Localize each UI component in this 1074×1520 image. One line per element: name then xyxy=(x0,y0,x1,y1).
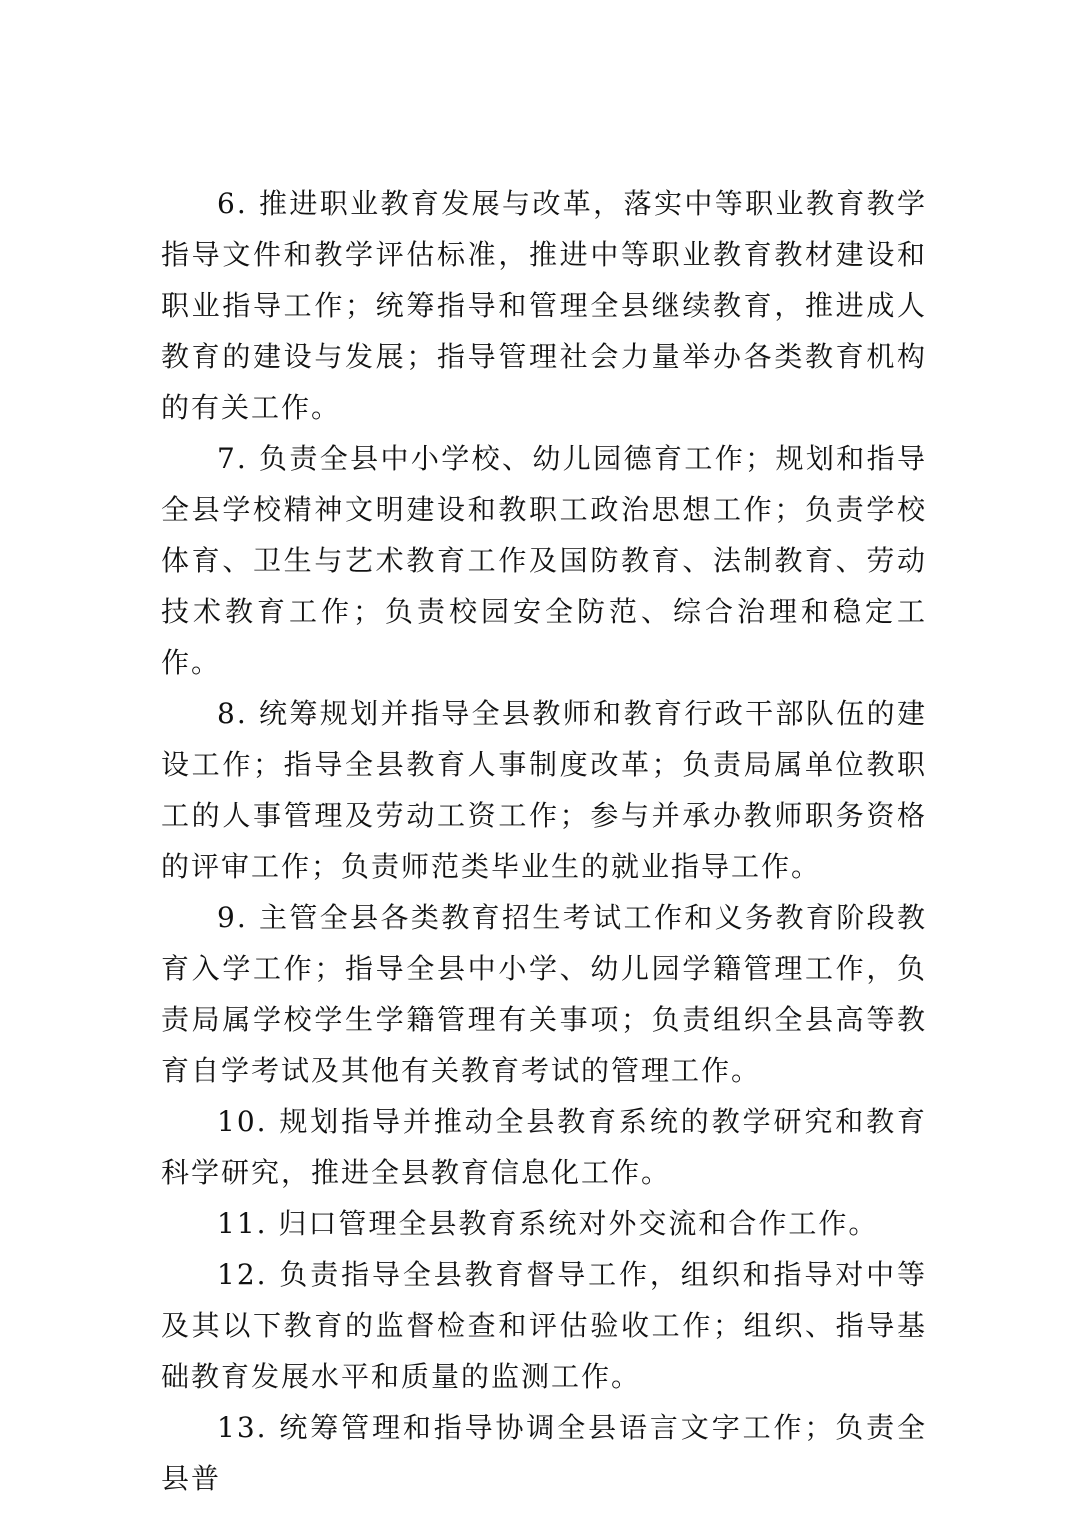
paragraph-item-9: 9. 主管全县各类教育招生考试工作和义务教育阶段教育入学工作；指导全县中小学、幼儿园学籍管理工作，负责局属学校学生学籍管理有关事项；负责组织全县高等教育自学考试及其他有关教育考试的管理工作。 xyxy=(161,901,927,1087)
paragraph-item-13: 13. 统筹管理和指导协调全县语言文字工作；负责全县普 xyxy=(161,1411,927,1495)
paragraph-item-8: 8. 统筹规划并指导全县教师和教育行政干部队伍的建设工作；指导全县教育人事制度改革；负责局属单位教职工的人事管理及劳动工资工作；参与并承办教师职务资格的评审工作；负责师范类毕业生的就业指导工作。 xyxy=(161,697,927,883)
paragraph-item-12: 12. 负责指导全县教育督导工作，组织和指导对中等及其以下教育的监督检查和评估验收工作；组织、指导基础教育发展水平和质量的监测工作。 xyxy=(161,1258,927,1393)
paragraph-item-6: 6. 推进职业教育发展与改革，落实中等职业教育教学指导文件和教学评估标准，推进中等职业教育教材建设和职业指导工作；统筹指导和管理全县继续教育，推进成人教育的建设与发展；指导管理社会力量举办各类教育机构的有关工作。 xyxy=(161,187,927,424)
paragraph-item-11: 11. 归口管理全县教育系统对外交流和合作工作。 xyxy=(217,1207,879,1240)
document-page xyxy=(161,178,927,1504)
paragraph-item-7: 7. 负责全县中小学校、幼儿园德育工作；规划和指导全县学校精神文明建设和教职工政治思想工作；负责学校体育、卫生与艺术教育工作及国防教育、法制教育、劳动技术教育工作；负责校园安全防范、综合治理和稳定工作。 xyxy=(161,442,927,679)
paragraph-item-10: 10. 规划指导并推动全县教育系统的教学研究和教育科学研究，推进全县教育信息化工作。 xyxy=(161,1105,927,1189)
